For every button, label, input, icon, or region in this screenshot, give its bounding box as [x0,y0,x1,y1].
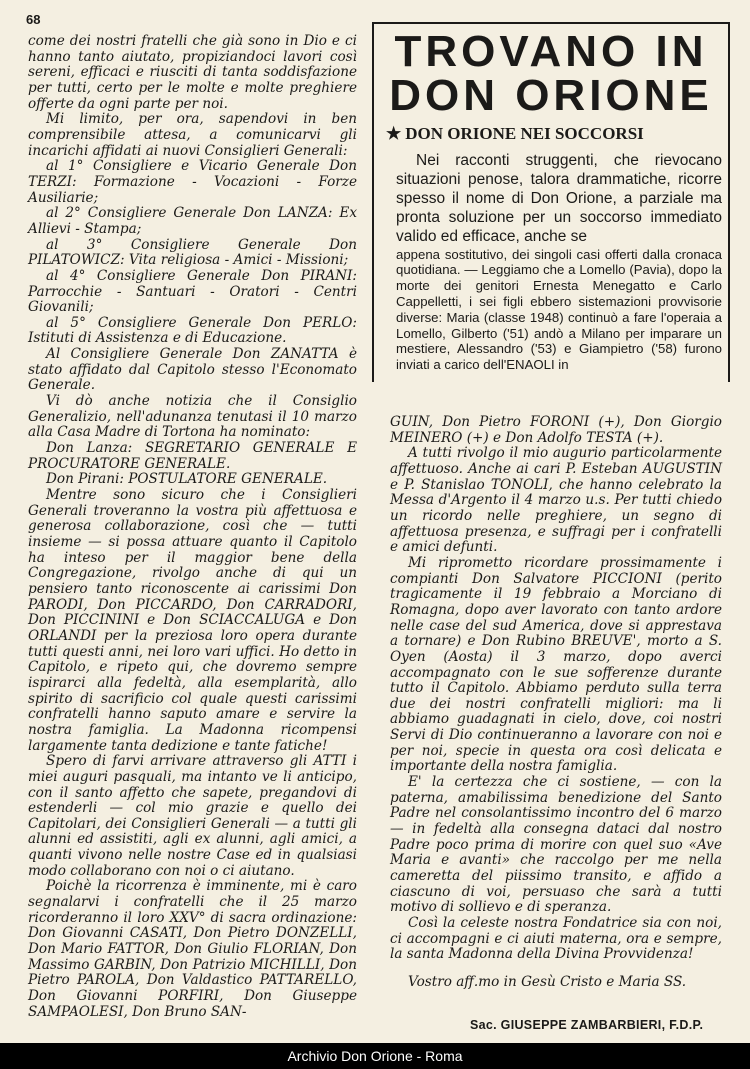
letter-paragraph: Al Consigliere Generale Don ZANATTA è stato affidato dal Capitolo stesso l'Economato Generale. [28,346,357,394]
letter-paragraph: al 1° Consigliere e Vicario Generale Don TERZI: Formazione - Vocazioni - Forze Ausiliarie; [28,158,357,206]
letter-paragraph: E' la certezza che ci sostiene, — con la paterna, amabilissima benedizione del Santo Padre nel consolantissimo incontro del 6 marzo — in fedeltà alla consegna dataci dal nostro Padre poco prima di morire con quel suo «Ave Maria e avanti» che raccolgo per me nella cameretta del piissimo transito, e affido a ciascuno di voi, persuaso che sarà a tutti motivo di sollievo e di speranza. [390,774,722,916]
letter-paragraph: A tutti rivolgo il mio augurio particolarmente affettuoso. Anche ai cari P. Esteban AUGUSTIN e P. Stanislao TONOLI, che hanno celebrato la Messa d'Argento il 4 marzo u.s. Per tutti chiedo un ricordo nelle preghiere, un segno di affettuosa presenza, e suffragi per i confratelli e amici defunti. [390,445,722,556]
letter-closing: Vostro aff.mo in Gesù Cristo e Maria SS. [408,973,687,990]
star-icon: ★ [386,124,402,143]
article-subhead [386,124,644,144]
letter-paragraph: al 5° Consigliere Generale Don PERLO: Istituti di Assistenza e di Educazione. [28,314,357,347]
letter-paragraph: come dei nostri fratelli che già sono in Dio e ci hanno tanto aiutato, propiziandoci lavori così sereni, efficaci e riusciti di tanta soddisfazione per tutti, certo per le molte e molte preghiere offerte da ogni parte per noi. [28,33,357,112]
letter-paragraph: Mentre sono sicuro che i Consiglieri Generali troveranno la vostra più affettuosa e generosa collaborazione, così che — tutti insieme — si possa attuare quanto il Capitolo ha inteso per il maggior bene della Congregazione, rivolgo anche di qui un pensiero tanto riconoscente ai carissimi Don PARODI, Don PICCARDO, Don CARRADORI, Don PICCININI e Don SCIACCALUGA e Don ORLANDI per la preziosa loro opera durante tutti questi anni, nei loro vari uffici. Ho detto in Capitolo, e ripeto qui, che dovremo sempre ispirarci alla fedeltà, alla esemplarità, allo spirito di sacrificio col quale questi carissimi confratelli hanno saputo amare e servire la nostra famiglia. La Madonna ricompensi largamente tanta dedizione e tante fatiche! [28,487,357,754]
letter-paragraph: Vi dò anche notizia che il Consiglio Generalizio, nell'adunanza tenutasi il 10 marzo alla Casa Madre di Tortona ha nominato: [28,393,357,441]
letter-right-column [390,415,722,991]
article-text: appena sostitutivo, dei singoli casi offerti dalla cronaca quotidiana. — Leggiamo che a Lomello (Pavia), dopo la morte dei genitori Ernesta Menegatto e Carlo Cappelletti, i sei figli ebbero sistemazioni provvisorie diverse: Maria (classe 1948) continuò a fare l'operaia a Lomello, Gilberto ('51) andò a Milano per imparare un mestiere, Alessandro ('53) e Giampietro ('58) furono inviati a carico dell'ENAOLI in [396,246,722,373]
article-headline: TROVANO IN DON ORIONE [389,27,713,120]
page-number: 68 [26,12,41,27]
letter-paragraph: GUIN, Don Pietro FORONI (+), Don Giorgio MEINERO (+) e Don Adolfo TESTA (+). [390,414,722,446]
letter-paragraph: Mi limito, per ora, sapendovi in ben comprensibile attesa, a comunicarvi gli incarichi affidati ai nuovi Consiglieri Generali: [28,111,357,159]
signature: Sac. GIUSEPPE ZAMBARBIERI, F.D.P. [470,1018,704,1032]
letter-paragraph: Don Lanza: SEGRETARIO GENERALE E PROCURATORE GENERALE. [28,440,357,472]
letter-paragraph: Spero di farvi arrivare attraverso gli ATTI i miei auguri pasquali, ma intanto ve li anticipo, con il santo affetto che sapete, pregandovi di estenderli — col mio grazie e quello dei Capitolari, dei Consiglieri Generali — a tutti gli alunni ed assistiti, agli ex alunni, agli amici, a quanti vivono nelle nostre Case ed in qualsiasi modo collaborano con noi o ci aiutano. [28,753,357,879]
letter-paragraph: al 3° Consigliere Generale Don PILATOWICZ: Vita religiosa - Amici - Missioni; [28,236,357,269]
letter-paragraph: Mi riprometto ricordare prossimamente i compianti Don Salvatore PICCIONI (perito tragicamente il 19 febbraio a Morciano di Romagna, dopo aver lavorato con tanto ardore nelle case del sud America, dove si apprestava a tornare) e Don Rubino BREUVE', morto a S. Oyen (Aosta) il 3 marzo, dopo averci accompagnato con le sue sofferenze durante tutto il Capitolo. Abbiamo perduto sulla terra due dei nostri confratelli migliori: ma li abbiamo guadagnati in cielo, dove, coi nostri Servi di Dio continueranno a lavorare con noi e per noi, specie in questa ora così delicata e importante della nostra famiglia. [390,554,722,775]
letter-left-column [28,34,357,1020]
letter-paragraph: al 2° Consigliere Generale Don LANZA: Ex Allievi - Stampa; [28,205,357,237]
article-subhead-text: DON ORIONE NEI SOCCORSI [405,124,644,143]
letter-paragraph: Così la celeste nostra Fondatrice sia con noi, ci accompagni e ci aiuti materna, ora e sempre, la santa Madonna della Divina Provvidenza! [390,915,722,963]
letter-paragraph: Poichè la ricorrenza è imminente, mi è caro segnalarvi i confratelli che il 25 marzo ricorderanno il loro XXV° di sacra ordinazione: Don Giovanni CASATI, Don Pietro DONZELLI, Don Mario FATTOR, Don Giulio FLORIAN, Don Massimo GARBIN, Don Patrizio MICHILLI, Don Pietro PAROLA, Don Valdastico PATTARELLO, Don Giovanni PORFIRI, Don Giuseppe SAMPAOLESI, Don Bruno SAN- [28,878,357,1020]
article-box [372,22,730,382]
letter-paragraph: al 4° Consigliere Generale Don PIRANI: Parrocchie - Santuari - Oratori - Centri Giovanili; [28,267,357,316]
archive-footer: Archivio Don Orione - Roma [0,1043,750,1069]
letter-paragraph: Don Pirani: POSTULATORE GENERALE. [46,471,328,488]
article-lead: Nei racconti struggenti, che rievocano situazioni penose, talora drammatiche, ricorre spesso il nome di Don Orione, a parziale ma pronta soluzione per un soccorso immediato valido ed efficace, anche se [396,152,722,245]
article-body [396,152,722,373]
